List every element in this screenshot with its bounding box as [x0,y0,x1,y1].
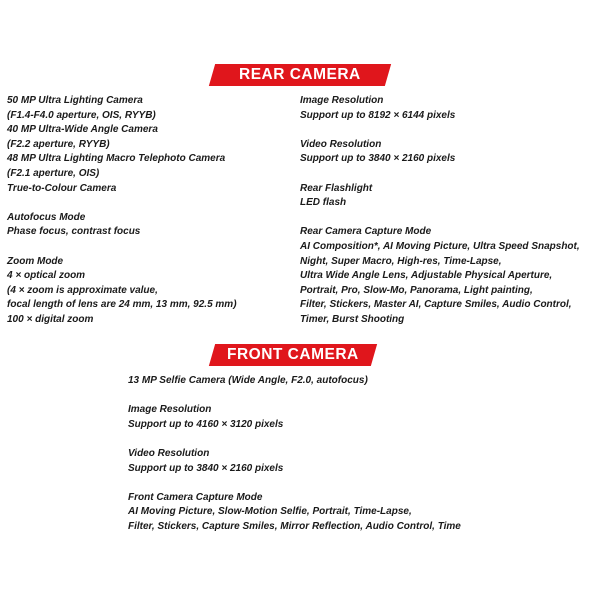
zoom-section [7,255,293,328]
rear-camera-heading: REAR CAMERA [239,66,361,83]
front-capture-mode-line: Filter, Stickers, Capture Smiles, Mirror Reflection, Audio Control, Time [128,520,461,532]
front-image-resolution-value: Support up to 4160 × 3120 pixels [128,418,284,430]
front-camera-line: 13 MP Selfie Camera (Wide Angle, F2.0, autofocus) [128,375,368,386]
rear-camera-line: 40 MP Ultra-Wide Angle Camera [7,124,158,136]
front-video-resolution-section [128,447,568,476]
rear-capture-mode-line: Night, Super Macro, High-res, Time-Lapse, [300,255,502,267]
front-video-resolution-title: Video Resolution [128,447,210,459]
zoom-line: 4 × optical zoom [7,270,86,282]
rear-right-column [300,94,600,328]
rear-camera-line: 48 MP Ultra Lighting Macro Telephoto Camera [7,153,226,165]
rear-capture-mode-section [300,225,600,327]
front-capture-mode-section [128,491,568,535]
rear-image-resolution-title: Image Resolution [300,95,384,106]
front-image-resolution-section [128,403,568,432]
front-image-resolution-title: Image Resolution [128,404,212,416]
autofocus-section [7,211,293,240]
zoom-line: focal length of lens are 24 mm, 13 mm, 92.5 mm) [7,299,237,311]
front-camera-spec [128,374,568,389]
rear-capture-mode-line: AI Composition*, AI Moving Picture, Ultra Speed Snapshot, [300,240,580,252]
rear-video-resolution-section [300,138,600,167]
rear-capture-mode-line: Filter, Stickers, Master AI, Capture Smiles, Audio Control, [300,299,572,311]
autofocus-title: Autofocus Mode [7,211,86,223]
rear-cameras-list [7,94,293,196]
rear-capture-mode-line: Timer, Burst Shooting [300,313,405,325]
rear-flashlight-value: LED flash [300,197,347,209]
rear-left-column [7,94,293,328]
zoom-title: Zoom Mode [7,255,64,267]
rear-image-resolution-value: Support up to 8192 × 6144 pixels [300,109,456,121]
autofocus-value: Phase focus, contrast focus [7,226,141,238]
front-video-resolution-value: Support up to 3840 × 2160 pixels [128,462,284,474]
front-capture-mode-title: Front Camera Capture Mode [128,491,263,503]
rear-camera-banner [209,64,391,86]
rear-camera-line: 50 MP Ultra Lighting Camera [7,95,143,106]
rear-video-resolution-title: Video Resolution [300,138,382,150]
zoom-line: 100 × digital zoom [7,313,94,325]
rear-capture-mode-line: Portrait, Pro, Slow-Mo, Panorama, Light painting, [300,284,533,296]
front-camera-column [128,374,568,535]
rear-capture-mode-title: Rear Camera Capture Mode [300,226,432,238]
rear-camera-line: True-to-Colour Camera [7,182,117,194]
front-camera-banner [209,344,377,366]
front-capture-mode-line: AI Moving Picture, Slow-Motion Selfie, Portrait, Time-Lapse, [128,506,412,518]
rear-capture-mode-line: Ultra Wide Angle Lens, Adjustable Physical Aperture, [300,270,553,282]
rear-camera-line: (F1.4-F4.0 aperture, OIS, RYYB) [7,109,156,121]
zoom-line: (4 × zoom is approximate value, [7,284,158,296]
rear-flashlight-section [300,182,600,211]
rear-flashlight-title: Rear Flashlight [300,182,373,194]
rear-camera-line: (F2.1 aperture, OIS) [7,167,100,179]
rear-video-resolution-value: Support up to 3840 × 2160 pixels [300,153,456,165]
rear-camera-line: (F2.2 aperture, RYYB) [7,138,110,150]
front-camera-heading: FRONT CAMERA [227,346,359,363]
rear-image-resolution-section [300,94,600,123]
